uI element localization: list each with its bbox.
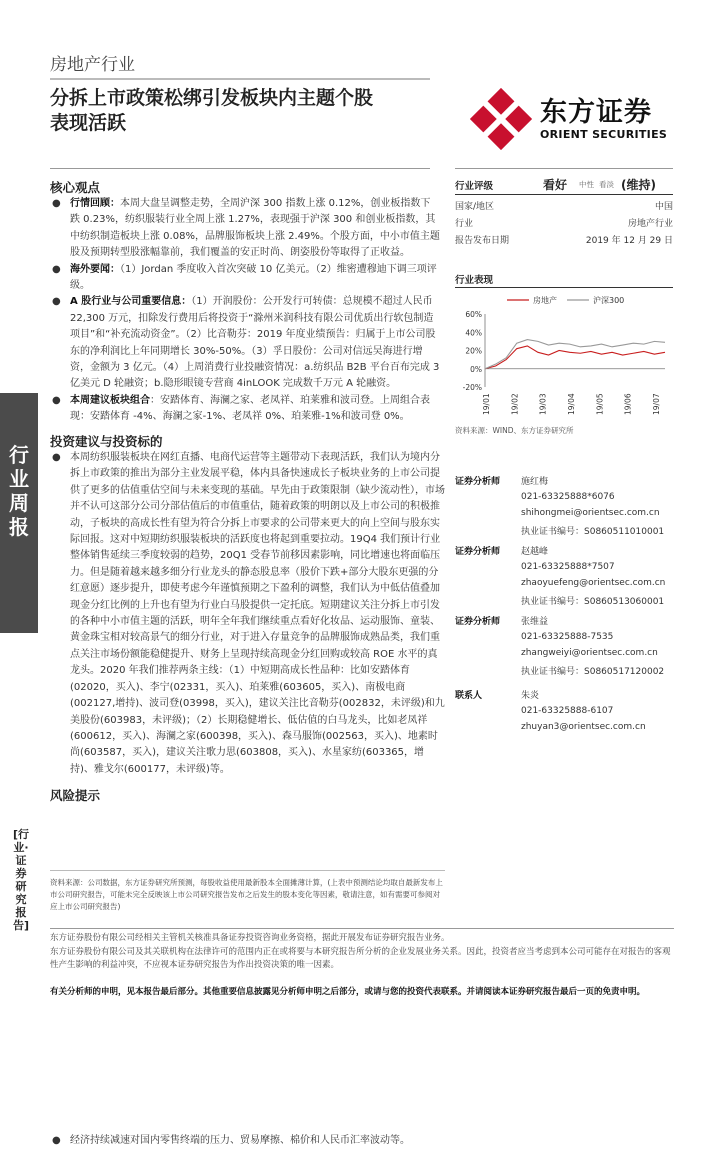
perf-heading: 行业表现 — [455, 275, 494, 286]
x-tick-label: 19/02 — [510, 393, 520, 415]
analyst-phone: 021-63325888*6076 — [521, 492, 615, 502]
sidebar-char-2: 业 — [9, 467, 29, 491]
sidebar-char-4: 报 — [9, 515, 29, 539]
x-tick-label: 19/06 — [623, 393, 633, 415]
vertical-tag: [行业·证券研究报告] — [12, 828, 30, 932]
bullet-text: ：安踏体育、海澜之家、老凤祥、珀莱雅和波司登。上周组合表现：安踏体育 -4%、海澜之家-1%、老凤祥 0%、珀莱雅-1%和波司登 0%。 — [70, 394, 430, 423]
bullet-label: 本周建议板块组合 — [70, 394, 150, 406]
rating-neutral: 中性 — [579, 180, 594, 189]
info-key: 行业 — [455, 219, 474, 229]
bullet-company-info: ● A 股行业与公司重要信息：（1）开润股份：公开发行可转债：总规模不超过人民币 22,300 万元，扣除发行费用后将投资于“滁州米润科技有限公司优质出行软包制造项目”和“补充流动资金”。（2）比音勒芬：2019 年度业绩预告：归属于上市公司股东的净利润比上年同期增长 30%-50%。（3）孚日股份：公司对信远吴海进行增资，金额为 3 亿元。（4）上周消费行业投融资情况：a.纺织品 B2B 平台百布完成 3 亿美元 D 轮融资；b.隐形眼镜专营商 4inLOOK 完成数千万元 A 轮融资。 — [52, 296, 440, 390]
analyst-list — [455, 470, 673, 744]
info-rows — [455, 199, 673, 250]
report-title — [50, 86, 430, 136]
analyst-cert: 执业证书编号：S0860511010001 — [521, 527, 665, 537]
y-tick-label: 20% — [465, 346, 482, 356]
risk-text: 经济持续减速对国内零售终端的压力、贸易摩擦、棉价和人民币汇率波动等。 — [70, 1135, 410, 1147]
analyst-cert: 执业证书编号：S0860517120002 — [521, 667, 665, 677]
info-key: 国家/地区 — [455, 202, 495, 212]
title-line-2: 表现活跃 — [50, 112, 127, 134]
analyst-block — [455, 540, 673, 610]
risk-heading: 风险提示 — [50, 788, 101, 803]
analyst-email[interactable]: shihongmei@orientsec.com.cn — [521, 508, 660, 518]
sidebar-char-3: 周 — [9, 491, 29, 515]
info-key: 报告发布日期 — [455, 236, 510, 246]
disclaimer-2: 东方证券股份有限公司及其关联机构在法律许可的范围内正在或将要与本研究报告所分析的企业发展业务关系。因此，投资者应当考虑到本公司可能存在对报告的客观性产生影响的利益冲突，不应视本证券研究报告为作出投资决策的唯一因素。 — [50, 947, 671, 970]
info-value: 中国 — [654, 202, 673, 212]
contact-name: 朱炎 — [521, 691, 540, 701]
perf-source: 资料来源：WIND、东方证券研究所 — [455, 426, 574, 435]
info-value: 2019 年 12 月 29 日 — [585, 236, 673, 246]
rating-bearish: 看淡 — [599, 180, 614, 189]
contact-block — [455, 684, 673, 744]
info-value: 房地产行业 — [627, 219, 673, 229]
y-tick-label: 40% — [465, 328, 482, 338]
invest-heading: 投资建议与投资标的 — [50, 434, 163, 449]
bullet-label: A 股行业与公司重要信息： — [70, 296, 192, 308]
core-heading: 核心观点 — [50, 180, 101, 195]
title-line-1: 分拆上市政策松绑引发板块内主题个股 — [50, 87, 374, 109]
rating-row — [455, 176, 673, 192]
bullet-label: 海外要闻： — [70, 263, 120, 275]
rating-keep: (维持) — [621, 178, 656, 192]
performance-chart — [455, 292, 673, 422]
analyst-block — [455, 610, 673, 680]
analyst-email[interactable]: zhangweiyi@orientsec.com.cn — [521, 648, 658, 658]
disclaimer-1: 东方证券股份有限公司经相关主管机关核准具备证券投资咨询业务资格，据此开展发布证券研究报告业务。 — [50, 933, 450, 943]
logo-en: ORIENT SECURITIES — [540, 128, 668, 141]
footer-note-divider — [50, 870, 445, 871]
info-row — [455, 233, 673, 250]
bullet-market: ● 行情回顾：本周大盘呈调整走势，全周沪深 300 指数上涨 0.12%，创业板指数下跌 0.23%，纺织服装行业全周上涨 1.27%，表现强于沪深 300 和创业板指数，其中纺织制造板块上涨 0.08%，品牌服饰板块上涨 2.49%。个股方面，中小市值主题股及预期转型股涨幅靠前，我们覆盖的安正时尚、朗姿股份等取得了正收益。 — [52, 198, 440, 259]
y-tick-label: -20% — [462, 383, 482, 392]
bullet-text: 本周大盘呈调整走势，全周沪深 300 指数上涨 0.12%，创业板指数下跌 0.23%，纺织服装行业全周上涨 1.27%，表现强于沪深 300 和创业板指数，其中纺织制造板块上涨 0.08%，品牌服饰板块上涨 2.49%。个股方面，中小市值主题股及预期转型股涨幅靠前，我们覆盖的安正时尚、朗姿股份等取得了正收益。 — [70, 198, 440, 259]
invest-text: 本周纺织服装板块在网红直播、电商代运营等主题带动下表现活跃，我们认为境内分拆上市政策的推出为部分主业发展平稳，体内具备快速成长子板块业务的上市公司提供了更多的估值重估空间与未来变现的基础。早先由于政策限制（缺少流动性），市场并不认可这部分公司分部估值后的市值重估，随着政策的明朗以及上市公司的积极推动，子板块的高成长性有望为符合分拆上市要求的公司带来更大的向上空间与股东实际回报。这对中短期纺织服装板块的活跃度也将起到重要拉动。19Q4 我们预计行业整体销售延续三季度较弱的趋势，20Q1 受春节前移因素影响，同比增速也将面临压力。但是随着越来越多细分行业龙头的静态股息率（股价下跌+部分大股东更强的分红意愿）逐步提升，即使考虑今年谨慎预期之下盈利的调整，我们认为中低估值叠加现金分红比例的上升也有望为行业白马股提供一定托底。短期建议关注分拆上市引发的各种中小市值主题的活跃，明年全年我们继续重点看好化妆品、运动服饰、童装、黄金珠宝相对较高景气的细分行业，对于进入存量竞争的品牌服饰成熟品类，我们重点关注市场份额能稳健提升、财务上呈现持续高现金分红回购或较高 ROE 水平的真龙头。2020 年我们推荐两条主线：（1）中短期高成长性品种：比如安踏体育(02020，买入)、李宁(02331，买入)、珀莱雅(603605，买入)、南极电商(002127,增持)、波司登(03998，买入)，建议关注比音勒芬(002832，未评级)和九美股份(603983，未评级)；（2）长期稳健增长、低估值的白马龙头，比如老凤祥(600612，买入)、海澜之家(600398，买入)、森马服饰(002563，买入)、地素时尚(603587，买入)，建议关注歌力思(603808，买入)、水星家纺(603365，增持)、雅戈尔(600177，未评级)等。 — [70, 452, 445, 775]
disclaimer-3: 有关分析师的申明，见本报告最后部分。其他重要信息披露见分析师申明之后部分，或请与您的投资代表联系。并请阅读本证券研究报告最后一页的免责申明。 — [50, 987, 646, 997]
bullet-overseas: ● 海外要闻：（1）Jordan 季度收入首次突破 10 亿美元。（2）维密遭穆迪下调三项评级。 — [52, 263, 437, 292]
x-tick-label: 19/04 — [567, 393, 576, 415]
rating-divider — [455, 194, 673, 195]
contact-email[interactable]: zhuyan3@orientsec.com.cn — [521, 722, 646, 732]
x-tick-label: 19/03 — [538, 393, 548, 415]
sidebar-char-1: 行 — [9, 443, 29, 467]
contact-role: 联系人 — [455, 691, 483, 701]
analyst-cert: 执业证书编号：S0860513060001 — [521, 597, 665, 607]
analyst-phone: 021-63325888*7507 — [521, 562, 615, 572]
logo-mark-icon — [470, 88, 532, 150]
perf-divider — [455, 287, 673, 288]
analyst-email[interactable]: zhaoyuefeng@orientsec.com.cn — [521, 578, 666, 588]
analyst-name: 施红梅 — [521, 477, 549, 487]
report-type-sidebar — [0, 393, 38, 633]
footer-note: 资料来源：公司数据，东方证券研究所预测，每股收益使用最新股本全面摊薄计算，(上表中预测结论均取自最新发布上市公司研究报告，可能未完全反映该上市公司研究报告发布之后发生的股本变化等因素，敬请注意，如有需要可参阅对应上市公司研究报告) — [50, 878, 443, 911]
left-divider — [50, 168, 430, 169]
info-row — [455, 216, 673, 233]
risk-body: ● 经济持续减速对国内零售终端的压力、贸易摩擦、棉价和人民币汇率波动等。 — [52, 1135, 410, 1147]
core-bullets — [50, 196, 445, 426]
analyst-role: 证券分析师 — [455, 547, 501, 557]
invest-body: ● 本周纺织服装板块在网红直播、电商代运营等主题带动下表现活跃，我们认为境内分拆上市政策的推出为部分主业发展平稳，体内具备快速成长子板块业务的上市公司提供了更多的估值重估空间与未来变现的基础。早先由于政策限制（缺少流动性），市场并不认可这部分公司分部估值后的市值重估，随着政策的明朗以及上市公司的积极推动，子板块的高成长性有望为符合分拆上市要求的公司带来更大的向上空间与股东实际回报。这对中短期纺织服装板块的活跃度也将起到重要拉动。19Q4 我们预计行业整体销售延续三季度较弱的趋势，20Q1 受春节前移因素影响，同比增速也将面临压力。但是随着越来越多细分行业龙头的静态股息率（股价下跌+部分大股东更强的分红意愿）逐步提升，即使考虑今年谨慎预期之下盈利的调整，我们认为中低估值叠加现金分红比例的上升也有望为行业白马股提供一定托底。短期建议关注分拆上市引发的各种中小市值主题的活跃，明年全年我们继续重点看好化妆品、运动服饰、童装、黄金珠宝相对较高景气的细分行业，对于进入存量竞争的品牌服饰成熟品类，我们重点关注市场份额能稳健提升、财务上呈现持续高现金分红回购或较高 ROE 水平的真龙头。2020 年我们推荐两条主线：（1）中短期高成长性品种：比如安踏体育(02020，买入)、李宁(02331，买入)、珀莱雅(603605，买入)、南极电商(002127,增持)、波司登(03998，买入)，建议关注比音勒芬(002832，未评级)和九美股份(603983，未评级)；（2）长期稳健增长、低估值的白马龙头，比如老凤祥(600612，买入)、海澜之家(600398，买入)、森马服饰(002563，买入)、地素时尚(603587，买入)，建议关注歌力思(603808，买入)、水星家纺(603365，增持)、雅戈尔(600177，未评级)等。 — [52, 452, 445, 775]
bullet-label: 行情回顾： — [70, 198, 120, 209]
logo-cn: 东方证券 — [540, 97, 652, 128]
analyst-name: 赵越峰 — [521, 547, 549, 557]
industry-label: 房地产行业 — [50, 55, 135, 75]
rating-value: 看好 — [543, 178, 568, 192]
analyst-role: 证券分析师 — [455, 477, 501, 487]
x-tick-label: 19/05 — [595, 393, 605, 415]
x-tick-label: 19/07 — [652, 393, 661, 415]
analyst-role: 证券分析师 — [455, 617, 501, 627]
x-tick-label: 19/01 — [482, 393, 491, 415]
contact-phone: 021-63325888-6107 — [521, 706, 614, 716]
rating-label: 行业评级 — [455, 181, 494, 192]
orient-logo — [470, 88, 675, 150]
title-divider — [50, 78, 430, 80]
info-row — [455, 199, 673, 216]
bullet-text: （1）Jordan 季度收入首次突破 10 亿美元。（2）维密遭穆迪下调三项评级。 — [70, 263, 437, 292]
y-tick-label: 60% — [465, 310, 482, 319]
analyst-name: 张维益 — [521, 617, 549, 627]
bullet-text: （1）开润股份：公开发行可转债：总规模不超过人民币 22,300 万元，扣除发行费用后将投资于“滁州米润科技有限公司优质出行软包制造项目”和“补充流动资金”。（2）比音勒芬：2019 年度业绩预告：归属于上市公司股东的净利润比上年同期增长 30%-50%。（3）孚日股份：公司对信远吴海进行增资，金额为 3 亿元。（4）上周消费行业投融资情况：a.纺织品 B2B 平台百布完成 3 亿美元 D 轮融资；b.隐形眼镜专营商 4inLOOK 完成数千万元 A 轮融资。 — [70, 296, 440, 390]
analyst-block — [455, 470, 673, 540]
right-divider — [455, 168, 673, 169]
analyst-phone: 021-63325888-7535 — [521, 632, 614, 642]
footer-divider — [50, 928, 674, 929]
legend-label-realestate: 房地产 — [533, 296, 557, 305]
y-tick-label: 0% — [470, 364, 482, 374]
legend-label-hs300: 沪深300 — [593, 296, 625, 305]
bullet-portfolio: ● 本周建议板块组合：安踏体育、海澜之家、老凤祥、珀莱雅和波司登。上周组合表现：安踏体育 -4%、海澜之家-1%、老凤祥 0%、珀莱雅-1%和波司登 0%。 — [52, 394, 430, 423]
